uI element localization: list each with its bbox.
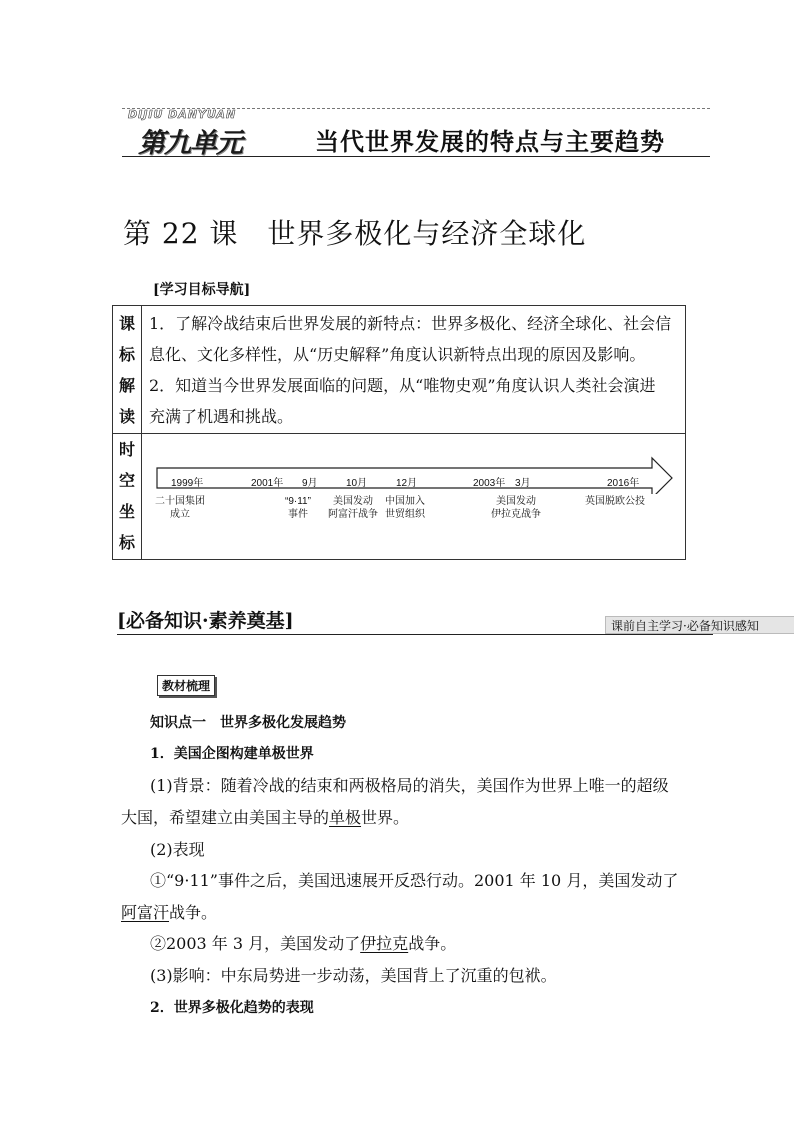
- timeline-year: 2001年: [251, 478, 284, 489]
- event-line: 事件: [287, 509, 308, 520]
- goals-table: [112, 305, 686, 560]
- timeline-year: 10月: [346, 478, 368, 489]
- event-line: 二十国集团: [155, 496, 205, 507]
- timeline-event: [155, 495, 205, 521]
- event-line: 英国脱欧公投: [585, 496, 645, 507]
- text-run: 战争。: [169, 903, 218, 922]
- event-line: 美国发动: [496, 496, 536, 507]
- section-rule: [117, 634, 713, 635]
- goals-label: [学习目标导航]: [153, 282, 251, 298]
- timeline-event: [585, 495, 645, 508]
- text-run: ②2003 年 3 月，美国发动了: [150, 934, 361, 953]
- row-label-char: 时: [118, 440, 135, 459]
- underlined-answer: 伊拉克: [360, 934, 409, 953]
- timeline-year: 1999年: [171, 478, 204, 489]
- paragraph-line: ①“9·11”事件之后，美国迅速展开反恐行动。2001 年 10 月，美国发动了: [150, 871, 679, 890]
- unit-number-logo: 第九单元: [138, 128, 242, 159]
- row-label-timeline: [113, 434, 141, 558]
- text-run: 世界。: [361, 808, 410, 827]
- event-line: 成立: [170, 509, 190, 520]
- section-tag: 课前自主学习·必备知识感知: [605, 616, 794, 634]
- goal-line: 1．了解冷战结束后世界发展的新特点：世界多极化、经济全球化、社会信: [149, 314, 672, 333]
- paragraph-line: (2)表现: [150, 840, 205, 859]
- row-label-char: 标: [118, 533, 135, 552]
- row-label-char: 课: [118, 314, 135, 333]
- unit-title: 当代世界发展的特点与主要趋势: [315, 127, 665, 156]
- curriculum-goals: [149, 308, 677, 432]
- row-label-char: 空: [118, 471, 135, 490]
- paragraph-line: [121, 808, 409, 828]
- row-label-curriculum: [113, 308, 141, 432]
- row-label-char: 标: [118, 345, 135, 364]
- text-run: 战争。: [408, 934, 457, 953]
- timeline-year: 12月: [396, 478, 418, 489]
- event-line: “9·11”: [285, 496, 311, 507]
- timeline-event: [385, 495, 425, 521]
- event-line: 阿富汗战争: [328, 509, 378, 520]
- row-label-char: 解: [118, 376, 135, 395]
- timeline-year: 3月: [515, 478, 531, 489]
- goal-line: 2．知道当今世界发展面临的问题，从“唯物史观”角度认识人类社会演进: [149, 376, 656, 395]
- underlined-answer: 单极: [329, 808, 362, 827]
- paragraph-line: [150, 934, 456, 954]
- row-label-char: 读: [118, 407, 135, 426]
- knowledge-point-heading: 知识点一 世界多极化发展趋势: [150, 715, 346, 731]
- event-line: 伊拉克战争: [491, 509, 541, 520]
- goal-line: 充满了机遇和挑战。: [149, 407, 294, 426]
- subheading: 2．世界多极化趋势的表现: [150, 1000, 314, 1016]
- event-line: 世贸组织: [385, 509, 425, 520]
- timeline-event: [491, 495, 541, 521]
- unit-header-rule: [122, 156, 710, 157]
- timeline-year: 2003年: [473, 478, 506, 489]
- timeline-year: 9月: [302, 478, 318, 489]
- section-title: [必备知识·素养奠基]: [117, 610, 294, 632]
- event-line: 中国加入: [385, 496, 425, 507]
- paragraph-line: [121, 903, 217, 923]
- row-label-char: 坐: [118, 502, 135, 521]
- paragraph-line: (1)背景：随着冷战的结束和两极格局的消失，美国作为世界上唯一的超级: [150, 776, 669, 795]
- event-line: 美国发动: [333, 496, 373, 507]
- unit-english-label: DIJIU DANYUAN: [128, 108, 237, 121]
- timeline-event: [285, 495, 311, 521]
- goal-line: 息化、文化多样性，从“历史解释”角度认识新特点出现的原因及影响。: [149, 345, 646, 364]
- timeline-year: 2016年: [607, 478, 640, 489]
- underlined-answer: 阿富汗: [121, 903, 170, 922]
- paragraph-line: (3)影响：中东局势进一步动荡，美国背上了沉重的包袱。: [150, 966, 557, 985]
- textbook-badge: 教材梳理: [157, 675, 215, 696]
- text-run: 大国，希望建立由美国主导的: [121, 808, 330, 827]
- lesson-title: 第 22 课 世界多极化与经济全球化: [123, 217, 587, 250]
- subheading: 1．美国企图构建单极世界: [150, 746, 314, 762]
- timeline-event: [328, 495, 378, 521]
